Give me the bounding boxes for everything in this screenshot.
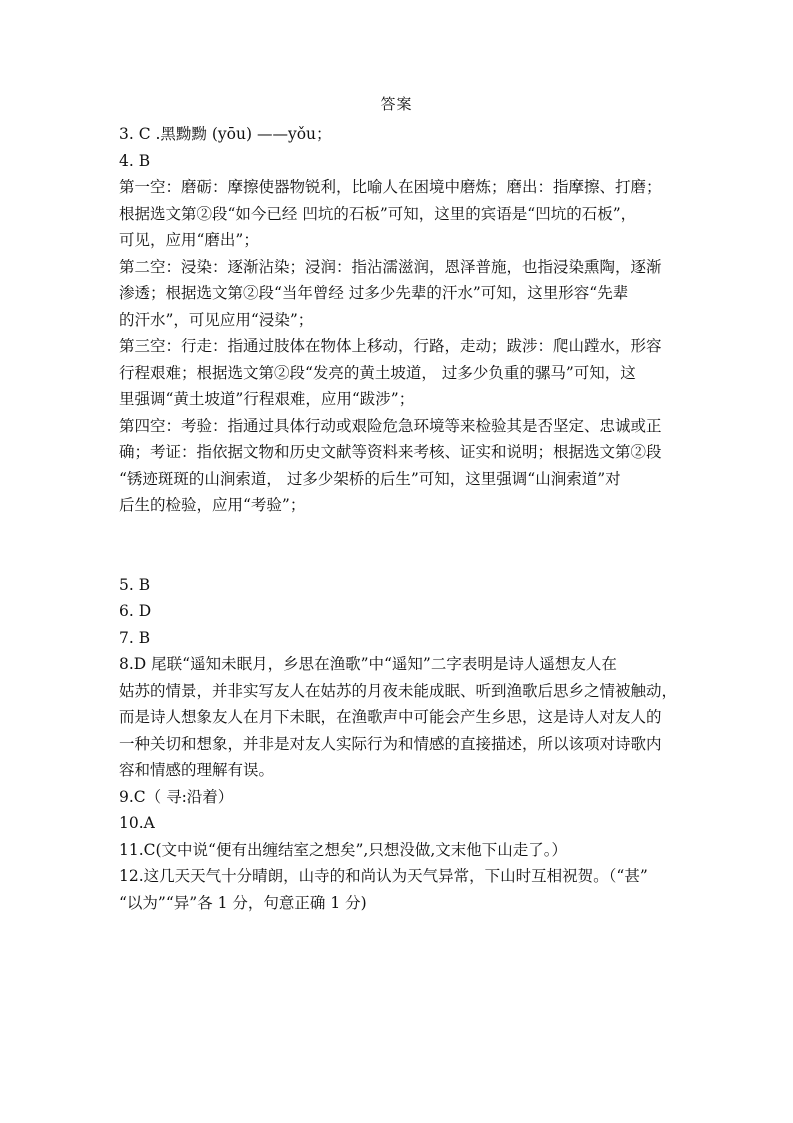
- answer-line: 11.C(文中说“便有出缠结室之想矣”,只想没做,文末他下山走了。）: [119, 840, 568, 859]
- blank-line: [119, 519, 679, 546]
- page-title: 答案: [380, 95, 413, 113]
- answer-line: 确；考证：指依据文物和历史文献等资料来考核、证实和说明；根据选文第②段: [119, 443, 662, 461]
- answer-line: 4. B: [119, 151, 151, 170]
- answer-line: 行程艰难；根据选文第②段“发亮的黄土坡道， 过多少负重的骡马”可知，这: [119, 363, 636, 382]
- answer-line: 根据选文第②段“如今已经 凹坑的石板”可知，这里的宾语是“凹坑的石板”，: [119, 204, 637, 223]
- answer-line: 渗透；根据选文第②段“当年曾经 过多少先辈的汗水”可知，这里形容“先辈: [119, 284, 629, 302]
- answer-line: 一种关切和想象，并非是对友人实际行为和情感的直接描述，所以该项对诗歌内: [119, 734, 662, 753]
- answer-line: 9.C（ 寻:沿着）: [119, 787, 234, 806]
- answer-line: 3. C .黑黝黝 (yōu) ——yǒu；: [119, 125, 332, 143]
- answer-line: 12.这几天天气十分晴朗，山寺的和尚认为天气异常，下山时互相祝贺。（“甚”: [119, 867, 648, 885]
- answer-line: 5. B: [119, 575, 151, 594]
- answer-line: 而是诗人想象友人在月下未眠，在渔歌声中可能会产生乡思，这是诗人对友人的: [119, 708, 662, 726]
- answer-line: 容和情感的理解有误。: [119, 761, 275, 779]
- answer-line: 8.D 尾联“遥知未眠月，乡思在渔歌”中“遥知”二字表明是诗人遥想友人在: [119, 655, 617, 673]
- answer-line: “锈迹斑斑的山涧索道， 过多少架桥的后生”可知，这里强调“山涧索道”对: [119, 469, 621, 488]
- answer-line: 姑苏的情景，并非实写友人在姑苏的月夜未能成眠、听到渔歌后思乡之情被触动，: [119, 681, 678, 700]
- answer-line: 后生的检验，应用“考验”；: [119, 496, 306, 514]
- answer-content: [119, 121, 679, 916]
- answer-line: 里强调“黄土坡道”行程艰难，应用“跋涉”；: [119, 390, 415, 408]
- answer-line: 第二空：浸染：逐渐沾染；浸润：指沾濡滋润，恩泽普施，也指浸染熏陶，逐渐: [119, 257, 662, 276]
- answer-line: 10.A: [119, 814, 155, 832]
- answer-line: “以为”“异”各 1 分，句意正确 1 分): [119, 893, 367, 912]
- blank-line: [119, 545, 679, 572]
- answer-line: 7. B: [119, 628, 151, 647]
- answer-line: 可见，应用“磨出”；: [119, 231, 259, 249]
- answer-line: 第四空：考验：指通过具体行动或艰险危急环境等来检验其是否坚定、忠诚或正: [119, 416, 662, 435]
- answer-line: 的汗水”，可见应用“浸染”；: [119, 310, 314, 329]
- answer-line: 第一空：磨砺：摩擦使器物锐利，比喻人在困境中磨炼；磨出：指摩擦、打磨；: [119, 178, 662, 196]
- answer-line: 第三空：行走：指通过肢体在物体上移动，行路，走动；跋涉：爬山蹚水，形容: [119, 337, 662, 355]
- answer-line: 6. D: [119, 602, 152, 620]
